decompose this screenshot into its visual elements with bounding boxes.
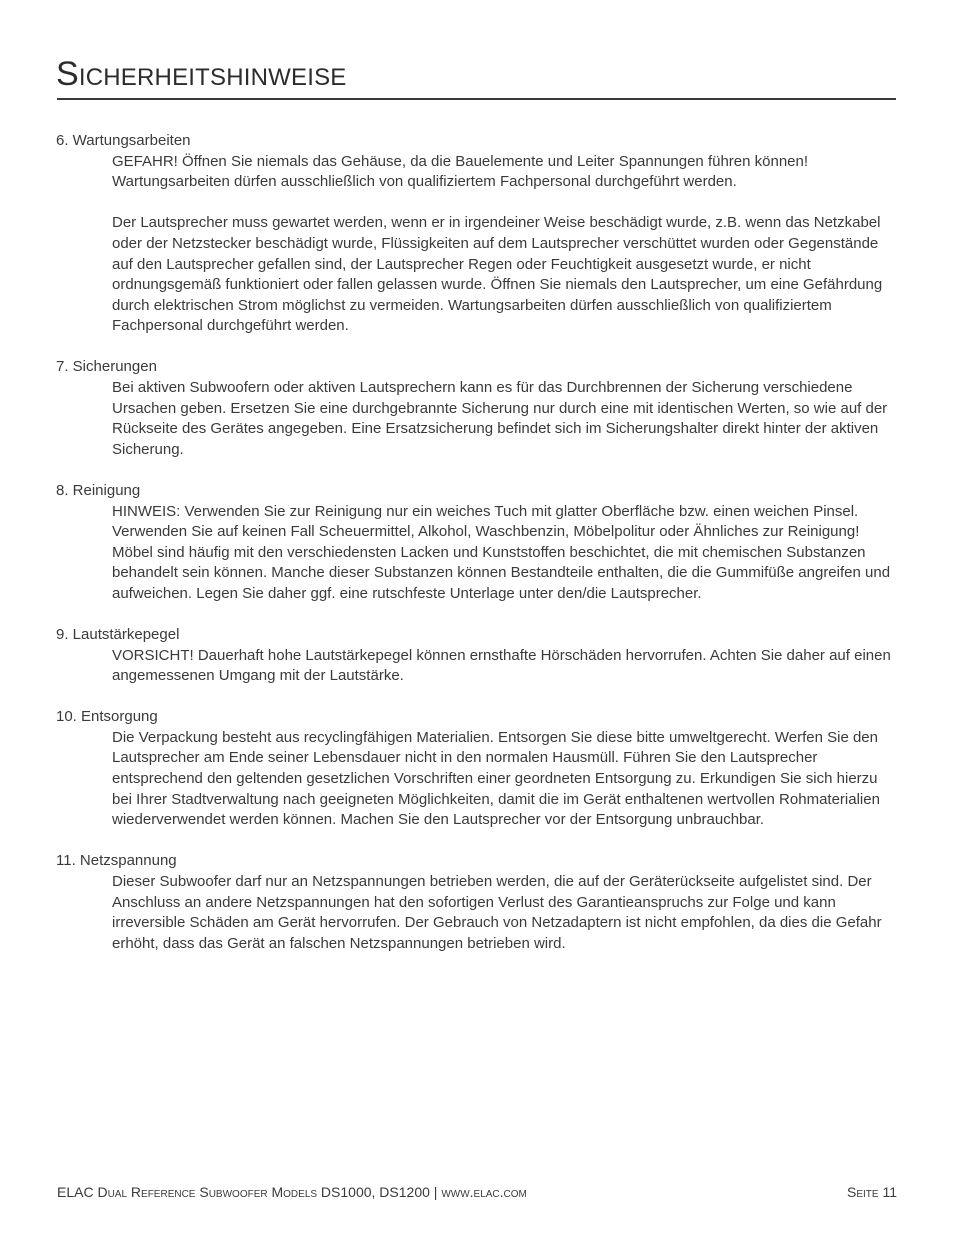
section-maintenance bbox=[56, 131, 896, 337]
page-number: Seite 11 bbox=[847, 1184, 897, 1200]
section-disposal bbox=[56, 707, 896, 831]
page-title: Sicherheitshinweise bbox=[56, 55, 347, 93]
section-paragraph: HINWEIS: Verwenden Sie zur Reinigung nur ein weiches Tuch mit glatter Oberfläche bzw. einen weichen Pinsel. Verwenden Sie auf keinen Fall Scheuermittel, Alkohol, Waschbenzin, Möbelpolitur oder Ähnliches zur Reinigung! Möbel sind häufig mit den verschiedensten Lacken und Kunststoffen beschichtet, die mit chemischen Substanzen behandelt sein können. Manche dieser Substanzen können Bestandteile enthalten, die die Gummifüße angreifen und aufweichen. Legen Sie daher ggf. eine rutschfeste Unterlage unter den/die Lautsprecher. bbox=[112, 502, 891, 602]
section-heading: 11. Netzspannung bbox=[56, 852, 177, 870]
section-volume bbox=[56, 625, 896, 687]
section-heading: 7. Sicherungen bbox=[56, 358, 157, 376]
footer-document-title: ELAC Dual Reference Subwoofer Models DS1000, DS1200 | www.elac.com bbox=[57, 1184, 527, 1200]
section-heading: 10. Entsorgung bbox=[56, 708, 158, 726]
section-fuses bbox=[56, 357, 896, 460]
section-cleaning bbox=[56, 481, 896, 605]
section-paragraph: Die Verpackung besteht aus recyclingfähigen Materialien. Entsorgen Sie diese bitte umweltgerecht. Werfen Sie den Lautsprecher am Ende seiner Lebensdauer nicht in den normalen Hausmüll. Führen Sie den Lautsprecher entsprechend den geltenden gesetzlichen Vorschriften einer geordneten Entsorgung zu. Erkundigen Sie sich hierzu bei Ihrer Stadtverwaltung nach geeigneten Möglichkeiten, damit die im Gerät enthaltenen wertvollen Rohmaterialien wiederverwendet werden können. Machen Sie den Lautsprecher vor der Entsorgung unbrauchbar. bbox=[112, 728, 880, 829]
title-divider bbox=[57, 98, 896, 100]
section-paragraph: VORSICHT! Dauerhaft hohe Lautstärkepegel können ernsthafte Hörschäden hervorrufen. Achten Sie daher auf einen angemessenen Umgang mit der Lautstärke. bbox=[112, 646, 891, 685]
section-heading: 9. Lautstärkepegel bbox=[56, 625, 180, 643]
section-paragraph: Dieser Subwoofer darf nur an Netzspannungen betrieben werden, die auf der Geräterückseite aufgelistet sind. Der Anschluss an andere Netzspannungen hat den sofortigen Verlust des Garantieanspruchs zur Folge und kann irreversible Schäden am Gerät hervorrufen. Der Gebrauch von Netzadaptern ist nicht empfohlen, da dies die Gefahr erhöht, dass das Gerät an falschen Netzspannungen betrieben wird. bbox=[112, 872, 882, 952]
section-heading: 8. Reinigung bbox=[56, 481, 141, 499]
section-paragraph: Der Lautsprecher muss gewartet werden, wenn er in irgendeiner Weise beschädigt wurde, z.B. wenn das Netzkabel oder der Netzstecker beschädigt wurde, Flüssigkeiten auf dem Lautsprecher verschüttet wurden oder Gegenstände auf den Lautsprecher gefallen sind, der Lautsprecher Regen oder Feuchtigkeit ausgesetzt wurde, er nicht ordnungsgemäß funktioniert oder fallen gelassen wurde. Öffnen Sie niemals den Lautsprecher, um eine Gefährdung durch elektrischen Strom möglichst zu vermeiden. Wartungsarbeiten dürfen ausschließlich von qualifiziertem Fachpersonal durchgeführt werden. bbox=[112, 214, 883, 335]
section-paragraph: GEFAHR! Öffnen Sie niemals das Gehäuse, da die Bauelemente und Leiter Spannungen führen können! Wartungsarbeiten dürfen ausschließlich von qualifiziertem Fachpersonal durchgeführt werden. bbox=[112, 152, 809, 191]
safety-content bbox=[56, 131, 896, 975]
section-mains-voltage bbox=[56, 851, 896, 954]
section-paragraph: Bei aktiven Subwoofern oder aktiven Lautsprechern kann es für das Durchbrennen der Sicherung verschiedene Ursachen geben. Ersetzen Sie eine durchgebrannte Sicherung nur durch eine mit identischen Werten, so wie auf der Rückseite des Gerätes angegeben. Eine Ersatzsicherung befindet sich im Sicherungshalter direkt hinter der aktiven Sicherung. bbox=[112, 379, 888, 458]
section-heading: 6. Wartungsarbeiten bbox=[56, 132, 191, 149]
